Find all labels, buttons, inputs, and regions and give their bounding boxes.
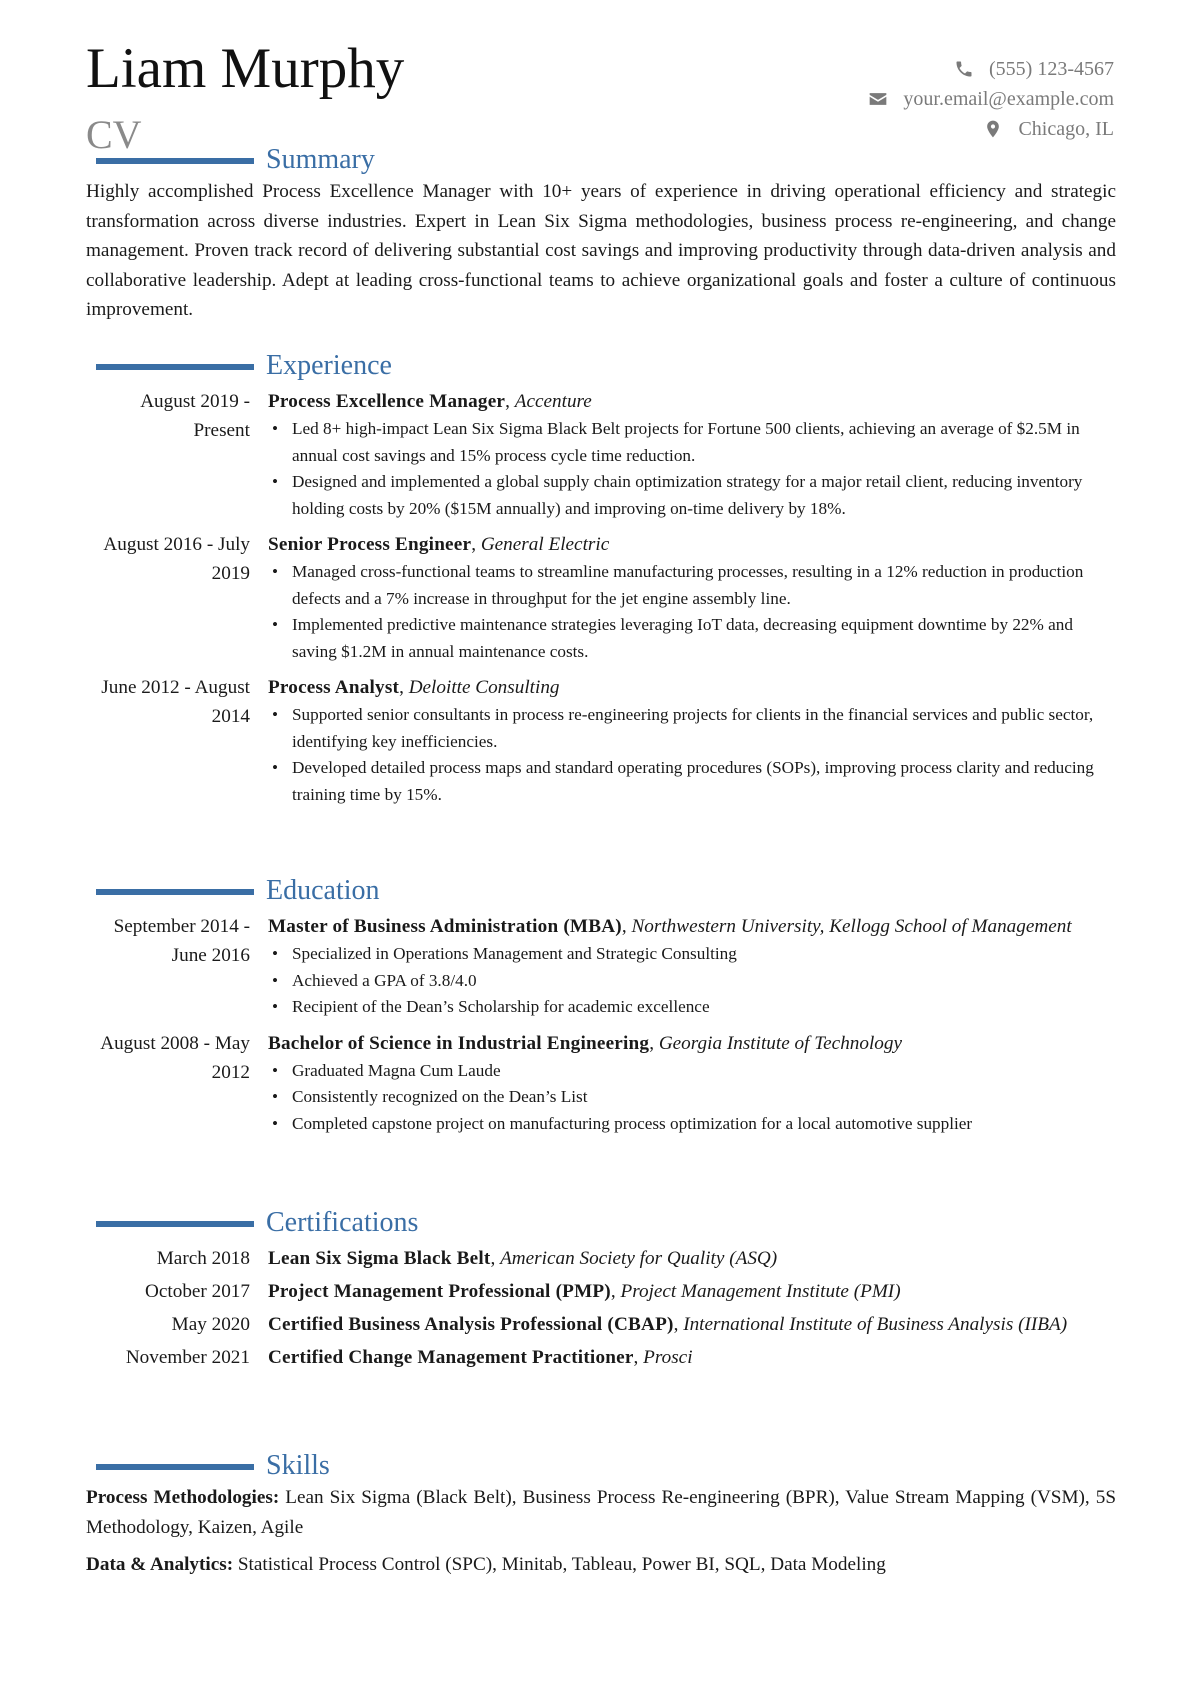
entry-date: September 2014 - June 2016 xyxy=(113,916,250,966)
entry-separator: , xyxy=(633,1347,644,1368)
list-item: • Managed cross-functional teams to streamline manufacturing processes, resulting in a 12% reduction in production defects and a 7% increase in throughput for the jet engine assembly line. xyxy=(292,559,1106,612)
entry-title xyxy=(268,1310,1106,1339)
entry-title xyxy=(268,387,1106,416)
section-accent-bar xyxy=(96,364,254,370)
skill-values: Statistical Process Control (SPC), Minitab, Tableau, Power BI, SQL, Data Modeling xyxy=(237,1554,886,1575)
section-title: Certifications xyxy=(266,1207,419,1238)
section-accent-bar xyxy=(96,889,254,895)
entry-role: Process Analyst xyxy=(268,677,400,698)
entry-bullet-list xyxy=(268,702,1106,808)
entry-date: June 2012 - August 2014 xyxy=(101,677,250,727)
entry-title xyxy=(268,1029,1106,1058)
section-header xyxy=(86,874,1116,908)
experience-list xyxy=(86,387,1116,808)
list-item: • Completed capstone project on manufacturing process optimization for a local automotive supplier xyxy=(292,1111,1106,1138)
skill-category: Data & Analytics: xyxy=(86,1554,234,1575)
entry-organization: General Electric xyxy=(480,534,610,555)
entry-organization: Georgia Institute of Technology xyxy=(658,1032,903,1054)
entry-role: Senior Process Engineer xyxy=(268,534,472,555)
entry-body xyxy=(268,1277,1116,1306)
entry-date: August 2016 - July 2019 xyxy=(103,534,250,584)
entry-organization: International Institute of Business Analysis (IIBA) xyxy=(683,1314,1068,1335)
entry-organization: Northwestern University, Kellogg School of Management xyxy=(631,916,1072,937)
contact-phone xyxy=(867,54,1114,84)
experience-entry xyxy=(86,530,1116,665)
entry-separator: , xyxy=(490,1248,501,1269)
section-title: Education xyxy=(266,875,380,906)
map-pin-icon xyxy=(982,119,1004,139)
entry-separator: , xyxy=(621,916,632,937)
entry-date: August 2019 - Present xyxy=(140,391,250,441)
entry-bullet-list xyxy=(268,559,1106,665)
entry-separator: , xyxy=(649,1032,659,1054)
certifications-entry xyxy=(86,1310,1116,1339)
email-link[interactable]: your.email@example.com xyxy=(903,88,1114,110)
summary-text: Highly accomplished Process Excellence Manager with 10+ years of experience in driving operational efficiency and strategic transformation across diverse industries. Expert in Lean Six Sigma methodologies, business process re-engineering, and change management. Proven track record of delivering substantial cost savings and improving productivity through data-driven analysis and collaborative leadership. Adept at leading cross-functional teams to achieve organizational goals and foster a culture of continuous improvement. xyxy=(86,181,1116,320)
section-header xyxy=(86,143,1116,177)
list-item: • Supported senior consultants in process re-engineering projects for clients in the financial services and public sector, identifying key inefficiencies. xyxy=(292,702,1106,755)
entry-date: March 2018 xyxy=(156,1248,250,1269)
education-list xyxy=(86,912,1116,1137)
entry-organization: Project Management Institute (PMI) xyxy=(620,1281,901,1302)
list-item: • Recipient of the Dean’s Scholarship for academic excellence xyxy=(292,994,1106,1021)
certifications-entry xyxy=(86,1277,1116,1306)
section-header xyxy=(86,349,1116,383)
entry-title xyxy=(268,1343,1106,1372)
section-header xyxy=(86,1206,1116,1240)
summary-section xyxy=(86,143,1116,325)
section-title: Summary xyxy=(266,144,375,175)
section-title: Experience xyxy=(266,350,392,381)
certifications-entry xyxy=(86,1343,1116,1372)
contact-email xyxy=(867,84,1114,114)
education-entry xyxy=(86,1029,1116,1138)
section-accent-bar xyxy=(96,1221,254,1227)
certifications-entry xyxy=(86,1244,1116,1273)
entry-date: October 2017 xyxy=(145,1281,250,1302)
skills-section xyxy=(86,1449,1116,1588)
entry-body xyxy=(268,1343,1116,1372)
skill-line xyxy=(86,1550,1116,1580)
skill-values: Lean Six Sigma (Black Belt), Business Process Re-engineering (BPR), Value Stream Mapping (VSM), 5S Methodology, Kaizen, Agile xyxy=(86,1487,1117,1538)
entry-separator: , xyxy=(505,391,515,412)
list-item: • Developed detailed process maps and standard operating procedures (SOPs), improving process clarity and reducing training time by 15%. xyxy=(292,755,1106,808)
phone-icon xyxy=(953,59,975,79)
section-title: Skills xyxy=(266,1450,330,1481)
entry-bullet-list xyxy=(268,941,1106,1021)
entry-body xyxy=(268,1244,1116,1273)
entry-body xyxy=(268,1029,1116,1138)
entry-title xyxy=(268,912,1106,941)
entry-separator: , xyxy=(673,1314,684,1335)
skill-line xyxy=(86,1483,1116,1542)
experience-entry xyxy=(86,673,1116,808)
experience-section xyxy=(86,349,1116,808)
entry-organization: Accenture xyxy=(514,391,592,412)
entry-title xyxy=(268,1244,1106,1273)
entry-role: Lean Six Sigma Black Belt xyxy=(268,1248,491,1269)
contact-location xyxy=(867,114,1114,144)
entry-separator: , xyxy=(399,677,409,698)
entry-separator: , xyxy=(471,534,481,555)
entry-date: May 2020 xyxy=(171,1314,250,1335)
contact-block xyxy=(867,54,1114,144)
entry-title xyxy=(268,1277,1106,1306)
location-text: Chicago, IL xyxy=(1018,118,1114,140)
list-item: • Consistently recognized on the Dean’s List xyxy=(292,1084,1106,1111)
list-item: • Implemented predictive maintenance strategies leveraging IoT data, decreasing equipment downtime by 22% and saving $1.2M in annual maintenance costs. xyxy=(292,612,1106,665)
entry-body xyxy=(268,912,1116,1021)
skills-list xyxy=(86,1483,1116,1580)
list-item: • Specialized in Operations Management and Strategic Consulting xyxy=(292,941,1106,968)
entry-organization: Deloitte Consulting xyxy=(408,677,560,698)
entry-title xyxy=(268,673,1106,702)
entry-role: Bachelor of Science in Industrial Engineering xyxy=(268,1032,650,1054)
list-item: • Designed and implemented a global supply chain optimization strategy for a major retail client, reducing inventory holding costs by 20% ($15M annually) and improving on-time delivery by 18%. xyxy=(292,469,1106,522)
certifications-section xyxy=(86,1206,1116,1372)
person-name: Liam Murphy xyxy=(86,37,405,100)
certifications-list xyxy=(86,1244,1116,1372)
entry-body xyxy=(268,673,1116,808)
list-item: • Led 8+ high-impact Lean Six Sigma Black Belt projects for Fortune 500 clients, achieving an average of $2.5M in annual cost savings and 15% process cycle time reduction. xyxy=(292,416,1106,469)
section-accent-bar xyxy=(96,1464,254,1470)
entry-bullet-list xyxy=(268,1058,1106,1138)
list-item: • Achieved a GPA of 3.8/4.0 xyxy=(292,968,1106,995)
section-header xyxy=(86,1449,1116,1483)
education-entry xyxy=(86,912,1116,1021)
education-section xyxy=(86,874,1116,1137)
entry-bullet-list xyxy=(268,416,1106,522)
entry-organization: American Society for Quality (ASQ) xyxy=(500,1248,778,1269)
entry-role: Certified Business Analysis Professional (CBAP) xyxy=(268,1314,674,1335)
entry-organization: Prosci xyxy=(643,1347,693,1368)
entry-role: Certified Change Management Practitioner xyxy=(268,1347,634,1368)
phone-text: (555) 123-4567 xyxy=(989,58,1114,80)
entry-title xyxy=(268,530,1106,559)
entry-role: Process Excellence Manager xyxy=(268,391,506,412)
entry-role: Master of Business Administration (MBA) xyxy=(268,916,622,937)
envelope-icon xyxy=(867,89,889,109)
experience-entry xyxy=(86,387,1116,522)
entry-separator: , xyxy=(610,1281,621,1302)
entry-body xyxy=(268,387,1116,522)
section-accent-bar xyxy=(96,158,254,164)
entry-role: Project Management Professional (PMP) xyxy=(268,1281,611,1302)
entry-date: August 2008 - May 2012 xyxy=(100,1032,250,1083)
document-type: CV xyxy=(86,112,142,157)
skill-category: Process Methodologies: xyxy=(86,1487,280,1508)
entry-body xyxy=(268,1310,1116,1339)
entry-date: November 2021 xyxy=(125,1347,250,1368)
list-item: • Graduated Magna Cum Laude xyxy=(292,1058,1106,1085)
entry-body xyxy=(268,530,1116,665)
